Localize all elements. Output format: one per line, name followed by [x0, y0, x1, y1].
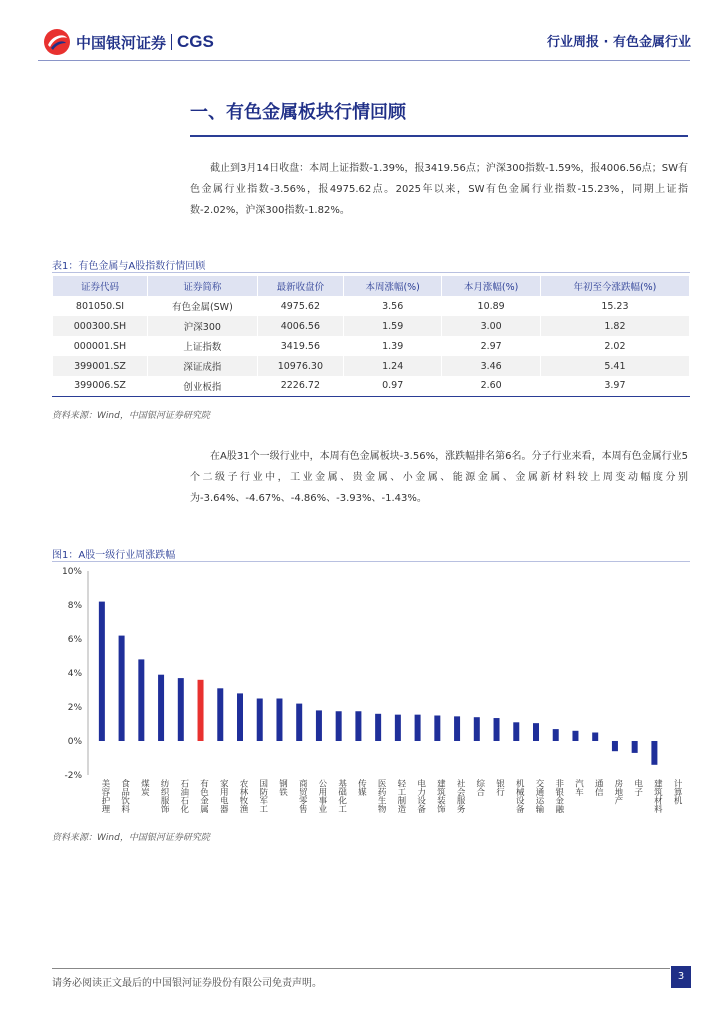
- table-cell: 2.02: [540, 336, 689, 356]
- logo-english-text: CGS: [177, 32, 214, 51]
- index-review-table: [52, 276, 690, 397]
- chart-source-note: 资料来源：Wind，中国银河证券研究院: [52, 833, 210, 843]
- table-cell: 有色金属(SW): [147, 296, 257, 316]
- y-tick-label: 6%: [67, 635, 82, 645]
- galaxy-logo-icon: [42, 27, 72, 57]
- table-cell: 15.23: [540, 296, 689, 316]
- table-cell: 创业板指: [147, 376, 257, 396]
- x-category-label: 纺织服饰: [159, 779, 170, 813]
- x-category-label: 银行: [494, 779, 505, 796]
- col-header: 证券代码: [53, 276, 148, 296]
- page-number: 3: [671, 966, 691, 988]
- table-cell: 000001.SH: [53, 336, 148, 356]
- x-category-label: 传媒: [356, 779, 367, 796]
- chart-bar: [99, 602, 105, 741]
- y-tick-label: 4%: [67, 669, 82, 679]
- chart-bar: [533, 723, 539, 741]
- table-cell: 3.56: [343, 296, 441, 316]
- chart-bar: [336, 711, 342, 741]
- company-logo: [42, 26, 214, 58]
- paragraph-1-text: 截止到3月14日收盘：本周上证指数-1.39%，报3419.56点；沪深300指数-1.59%，报4006.56点；SW有色金属行业指数-3.56%，报4975.62点。2025年以来，SW有色金属行业指数-15.23%，同期上证指数-2.02%，沪深300指数-1.82%。: [190, 163, 688, 216]
- x-category-label: 家用电器: [218, 779, 229, 813]
- table-cell: 3419.56: [257, 336, 343, 356]
- x-category-label: 社会服务: [455, 779, 466, 813]
- table-row: [53, 356, 690, 376]
- chart-bar: [198, 680, 204, 741]
- y-tick-label: 10%: [61, 567, 82, 577]
- table-cell: 4006.56: [257, 316, 343, 336]
- x-category-label: 食品饮料: [119, 779, 130, 813]
- table-cell: 3.97: [540, 376, 689, 396]
- chart-bar: [454, 716, 460, 741]
- x-category-label: 综合: [474, 779, 485, 796]
- x-category-label: 基础化工: [336, 779, 347, 813]
- header-divider: [38, 60, 690, 61]
- table-cell: 5.41: [540, 356, 689, 376]
- col-header: 本周涨幅(%): [343, 276, 441, 296]
- table-caption: 表1：有色金属与A股指数行情回顾: [52, 261, 206, 272]
- x-category-label: 电子: [632, 779, 643, 796]
- x-category-label: 房地产: [612, 779, 623, 805]
- chart-bar: [119, 636, 125, 741]
- disclaimer-text: 请务必阅读正文最后的中国银河证券股份有限公司免责声明。: [52, 978, 322, 989]
- chart-bar: [434, 716, 440, 742]
- x-category-label: 汽车: [573, 779, 584, 796]
- x-category-label: 建筑材料: [652, 779, 663, 813]
- table-row: [53, 296, 690, 316]
- table-cell: 399006.SZ: [53, 376, 148, 396]
- chart-bar: [138, 659, 144, 741]
- table-cell: 深证成指: [147, 356, 257, 376]
- x-category-label: 石油石化: [178, 779, 189, 813]
- chart-bar: [217, 688, 223, 741]
- table-cell: 2226.72: [257, 376, 343, 396]
- chart-bar: [513, 722, 519, 741]
- col-header: 本月涨幅(%): [442, 276, 540, 296]
- table-cell: 沪深300: [147, 316, 257, 336]
- page-header: [0, 0, 724, 66]
- table-cell: 1.24: [343, 356, 441, 376]
- table-cell: 1.59: [343, 316, 441, 336]
- x-category-label: 公用事业: [316, 779, 327, 813]
- x-category-label: 煤炭: [139, 779, 150, 796]
- chart-bar: [178, 678, 184, 741]
- market-review-paragraph: [190, 158, 688, 221]
- table-cell: 0.97: [343, 376, 441, 396]
- table-cell: 2.60: [442, 376, 540, 396]
- x-category-label: 钢铁: [277, 779, 288, 796]
- x-category-label: 计算机: [672, 779, 683, 805]
- table-cell: 3.00: [442, 316, 540, 336]
- table-caption-divider: [52, 272, 690, 273]
- x-category-label: 商贸零售: [297, 779, 308, 813]
- table-cell: 上证指数: [147, 336, 257, 356]
- chart-bar: [395, 715, 401, 741]
- table-cell: 10976.30: [257, 356, 343, 376]
- y-tick-label: 0%: [67, 737, 82, 747]
- x-category-label: 电力设备: [415, 779, 426, 813]
- x-category-label: 国防军工: [257, 779, 268, 813]
- y-tick-label: 8%: [67, 601, 82, 611]
- table-cell: 000300.SH: [53, 316, 148, 336]
- industry-weekly-change-chart: [52, 563, 690, 825]
- table-row: [53, 336, 690, 356]
- table-cell: 3.46: [442, 356, 540, 376]
- chart-bar: [612, 741, 618, 751]
- table-cell: 4975.62: [257, 296, 343, 316]
- table-cell: 399001.SZ: [53, 356, 148, 376]
- chart-bar: [415, 715, 421, 741]
- x-category-label: 通信: [593, 779, 604, 796]
- x-category-label: 有色金属: [198, 779, 209, 813]
- table-cell: 1.82: [540, 316, 689, 336]
- x-category-label: 轻工制造: [395, 779, 406, 813]
- report-type-label: 行业周报 · 有色金属行业: [547, 35, 691, 50]
- chart-caption: 图1：A股一级行业周涨跌幅: [52, 550, 176, 561]
- chart-caption-divider: [52, 561, 690, 562]
- footer-divider: [52, 968, 670, 969]
- logo-chinese-text: 中国银河证券: [76, 33, 167, 52]
- logo-separator: [171, 34, 172, 50]
- table-cell: 1.39: [343, 336, 441, 356]
- x-category-label: 农林牧渔: [238, 779, 248, 813]
- table-cell: 2.97: [442, 336, 540, 356]
- table-source-note: 资料来源：Wind，中国银河证券研究院: [52, 411, 210, 421]
- chart-bar: [632, 741, 638, 753]
- chart-bar: [592, 733, 598, 742]
- chart-bar: [651, 741, 657, 765]
- chart-bar: [237, 693, 243, 741]
- chart-bar: [572, 731, 578, 741]
- table-row: [53, 376, 690, 396]
- chart-bar: [257, 699, 263, 742]
- x-category-label: 非银金融: [553, 779, 564, 813]
- chart-bar: [296, 704, 302, 741]
- section-title: 一、有色金属板块行情回顾: [190, 102, 406, 123]
- col-header: 最新收盘价: [257, 276, 343, 296]
- chart-bar: [375, 714, 381, 741]
- col-header: 证券简称: [147, 276, 257, 296]
- x-category-label: 美容护理: [99, 779, 110, 813]
- chart-bar: [494, 718, 500, 741]
- col-header: 年初至今涨跌幅(%): [540, 276, 689, 296]
- table-header-row: [53, 276, 690, 296]
- chart-bar: [553, 729, 559, 741]
- chart-bar: [316, 710, 322, 741]
- table-row: [53, 316, 690, 336]
- chart-bar: [474, 717, 480, 741]
- x-category-label: 交通运输: [534, 779, 544, 813]
- industry-ranking-paragraph: [190, 446, 688, 509]
- table-cell: 801050.SI: [53, 296, 148, 316]
- chart-bar: [355, 711, 361, 741]
- x-category-label: 建筑装饰: [435, 779, 446, 813]
- paragraph-2-text: 在A股31个一级行业中，本周有色金属板块-3.56%，涨跌幅排名第6名。分子行业来看，本周有色金属行业5个二级子行业中，工业金属、贵金属、小金属、能源金属、金属新材料较上周变动幅度分别为-3.64%、-4.67%、-4.86%、-3.93%、-1.43%。: [190, 451, 688, 504]
- x-category-label: 机械设备: [514, 779, 525, 813]
- y-tick-label: -2%: [64, 771, 82, 781]
- x-category-label: 医药生物: [376, 779, 387, 813]
- table-cell: 10.89: [442, 296, 540, 316]
- section-title-underline: [190, 135, 688, 137]
- y-tick-label: 2%: [67, 703, 82, 713]
- chart-bar: [276, 699, 282, 742]
- chart-bar: [158, 675, 164, 741]
